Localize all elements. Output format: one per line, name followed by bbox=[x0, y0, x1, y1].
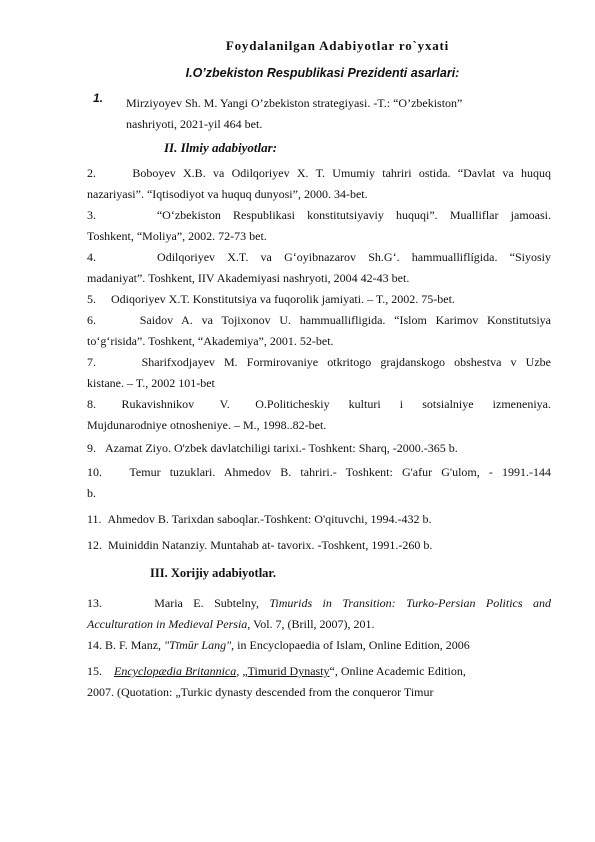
list-item-10-line-2: b. bbox=[87, 486, 96, 500]
item-14-author: 14. B. F. Manz, bbox=[87, 638, 162, 652]
list-item-5: 5. Odiqoriyev X.T. Konstitutsiya va fuqorolik jamiyati. – T., 2002. 75-bet. bbox=[87, 292, 455, 306]
item-13-author: 13. Maria E. Subtelny, bbox=[87, 596, 259, 610]
item-13-title-part-1: Timurids in Transition: Turko-Persian Politics and bbox=[269, 596, 551, 610]
list-item-15-line-1 bbox=[87, 664, 466, 678]
item-13-title-part-2: Acculturation in Medieval Persia bbox=[87, 617, 248, 631]
list-item-7-line-2: kistane. – T., 2002 101-bet bbox=[87, 376, 215, 390]
list-item-3-line-1: 3. “O‘zbekiston Respublikasi konstitutsiyaviy huquqi”. Mualliflar jamoasi. bbox=[87, 208, 551, 222]
list-item-2-line-2: nazariyasi”. “Iqtisodiyot va huquq dunyosi”, 2000. 34-bet. bbox=[87, 187, 368, 201]
list-item-10-line-1: 10. Temur tuzuklari. Ahmedov B. tahriri.- Toshkent: G'afur G'ulom, - 1991.-144 bbox=[87, 465, 551, 479]
list-item-11: 11. Ahmedov B. Tarixdan saboqlar.-Toshkent: O'qituvchi, 1994.-432 b. bbox=[87, 512, 432, 526]
list-item-8-line-2: Mujdunarodniye otnosheniye. – M., 1998..82-bet. bbox=[87, 418, 327, 432]
list-item-7-line-1: 7. Sharifxodjayev M. Formirovaniye otkritogo grajdanskogo obshestva v Uzbe bbox=[87, 355, 551, 369]
list-item-14 bbox=[87, 638, 470, 652]
item-15-separator: , „ bbox=[236, 664, 248, 678]
list-item-6-line-1: 6. Saidov A. va Tojixonov U. hammuallifligida. “Islom Karimov Konstitutsiya bbox=[87, 313, 551, 327]
list-item-2-line-1: 2. Boboyev X.B. va Odilqoriyev X. T. Umumiy tahriri ostida. “Davlat va huquq bbox=[87, 166, 551, 180]
list-item-13-line-1 bbox=[87, 596, 551, 610]
list-item-12: 12. Muiniddin Natanziy. Muntahab at- tavorix. -Toshkent, 1991.-260 b. bbox=[87, 538, 433, 552]
item-number-1: 1. bbox=[93, 91, 104, 105]
page-title: Foydalanilgan Adabiyotlar ro`yxati bbox=[225, 38, 450, 53]
item-15-number: 15. bbox=[87, 664, 102, 678]
section-heading-scientific-literature: II. Ilmiy adabiyotlar: bbox=[164, 140, 278, 155]
list-item-9: 9. Azamat Ziyo. O'zbek davlatchiligi tarixi.- Toshkent: Sharq, -2000.-365 b. bbox=[87, 441, 458, 455]
list-item-8-line-1: 8. Rukavishnikov V. O.Politicheskiy kulturi i sotsialniye izmeneniya. bbox=[87, 397, 551, 411]
section-heading-foreign-literature: III. Xorijiy adabiyotlar. bbox=[150, 566, 276, 580]
section-heading-president-works: I.O’zbekiston Respublikasi Prezidenti asarlari: bbox=[185, 66, 460, 80]
list-item-4-line-2: madaniyat”. Toshkent, IIV Akademiyasi nashryoti, 2004 42-43 bet. bbox=[87, 271, 410, 285]
item-1-line-2: nashriyoti, 2021-yil 464 bet. bbox=[126, 117, 263, 131]
list-item-4-line-1: 4. Odilqoriyev X.T. va G‘oyibnazarov Sh.G‘. hammualliflígida. “Siyosiy bbox=[87, 250, 551, 264]
item-15-edition: “, Online Academic Edition, bbox=[329, 664, 466, 678]
item-14-title: "Tīmūr Lang" bbox=[164, 638, 232, 652]
item-15-timurid-dynasty-link[interactable]: Timurid Dynasty bbox=[247, 664, 330, 678]
list-item-3-line-2: Toshkent, “Moliya”, 2002. 72-73 bet. bbox=[87, 229, 267, 243]
list-item-6-line-2: to‘g‘risida”. Toshkent, “Akademiya”, 2001. 52-bet. bbox=[87, 334, 334, 348]
list-item-13-line-2 bbox=[87, 617, 375, 631]
list-item-15-line-2: 2007. (Quotation: „Turkic dynasty descended from the conqueror Timur bbox=[87, 685, 434, 699]
item-13-publication: , Vol. 7, (Brill, 2007), 201. bbox=[247, 617, 375, 631]
item-15-britannica-link[interactable]: Encyclopædia Britannica bbox=[114, 664, 237, 678]
item-1-line-1: Mirziyoyev Sh. M. Yangi O’zbekiston strategiyasi. -T.: “O’zbekiston” bbox=[126, 96, 463, 110]
item-14-publication: , in Encyclopaedia of Islam, Online Edition, 2006 bbox=[231, 638, 470, 652]
